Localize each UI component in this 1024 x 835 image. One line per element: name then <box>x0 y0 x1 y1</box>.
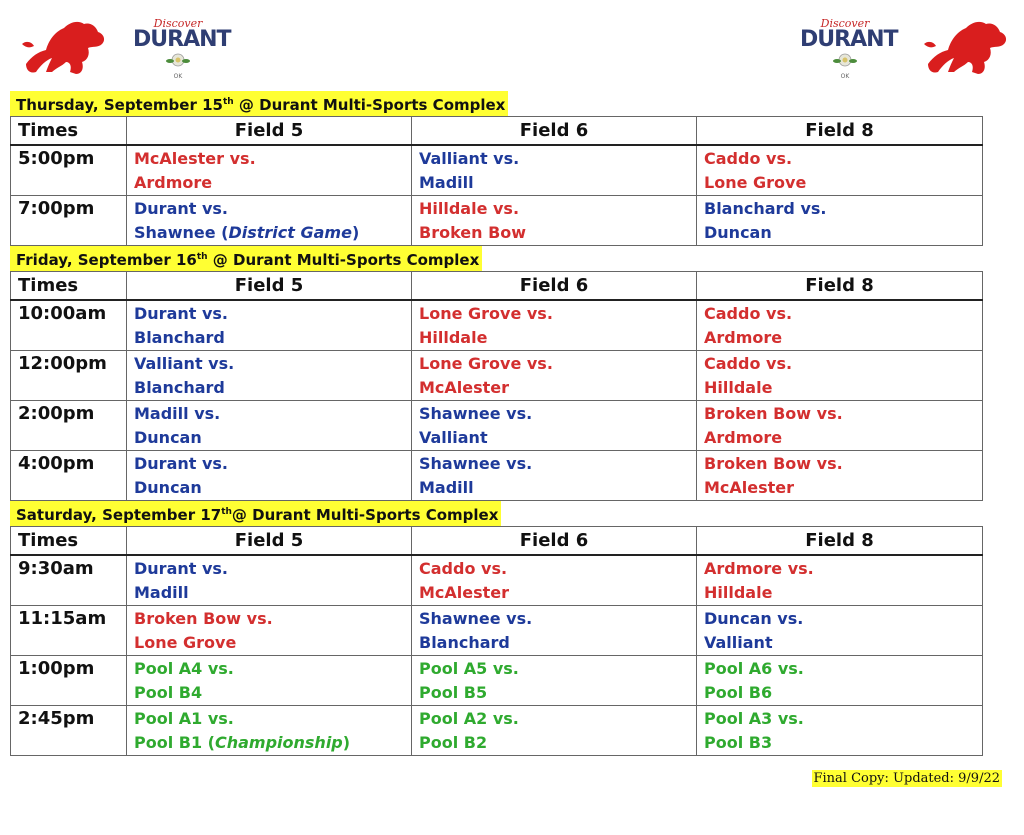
table-header-row <box>11 272 983 301</box>
game-cell <box>697 351 983 401</box>
matchup-team2: McAlester <box>419 583 510 602</box>
schedule-section <box>10 501 982 756</box>
game-time: 2:45pm <box>11 706 127 756</box>
matchup-team2-line <box>704 476 975 500</box>
matchup-team2: Hilldale <box>419 328 488 347</box>
matchup-team2-line <box>704 581 975 605</box>
matchup-team2-line <box>419 476 689 500</box>
matchup-team2: Blanchard <box>419 633 510 652</box>
table-header-row <box>11 117 983 146</box>
game-cell <box>412 451 697 501</box>
durant-logo-right <box>800 17 898 81</box>
logo-discover-text: Discover <box>820 17 870 30</box>
column-header-times: Times <box>11 527 127 556</box>
matchup-team1: McAlester vs. <box>134 149 256 168</box>
magnolia-flower-icon <box>165 51 191 69</box>
game-time: 2:00pm <box>11 401 127 451</box>
matchup-team1: Hilldale vs. <box>419 199 520 218</box>
matchup-team2-line <box>704 326 975 350</box>
logo-state-text: OK <box>173 73 183 80</box>
matchup-team2: Shawnee ( <box>134 223 229 242</box>
section-title-suffix: th <box>222 97 234 107</box>
matchup-team2: Madill <box>134 583 189 602</box>
matchup-team2: Pool B6 <box>704 683 773 702</box>
column-header-field: Field 8 <box>697 272 983 301</box>
column-header-field: Field 8 <box>697 527 983 556</box>
table-row <box>11 145 983 196</box>
matchup-team2-line <box>704 681 975 705</box>
matchup-team2-line <box>134 681 404 705</box>
matchup-team2-line <box>134 426 404 450</box>
matchup-team1: Pool A6 vs. <box>704 659 804 678</box>
matchup-team2-line <box>419 581 689 605</box>
footer-updated-note: Final Copy: Updated: 9/9/22 <box>813 771 1000 786</box>
matchup-team1: Valliant vs. <box>419 149 520 168</box>
game-cell <box>127 606 412 656</box>
matchup-team2-line <box>134 731 404 755</box>
matchup-team1: Broken Bow vs. <box>704 454 843 473</box>
game-note: District Game <box>228 223 352 242</box>
matchup-team1: Caddo vs. <box>704 354 793 373</box>
matchup-team2: Madill <box>419 173 474 192</box>
matchup-team2-line <box>419 426 689 450</box>
matchup-team2: McAlester <box>704 478 795 497</box>
schedule-table <box>10 116 983 246</box>
game-cell <box>127 656 412 706</box>
matchup-team1: Ardmore vs. <box>704 559 814 578</box>
matchup-team2-line <box>419 376 689 400</box>
matchup-team1: Pool A1 vs. <box>134 709 234 728</box>
game-cell <box>697 656 983 706</box>
matchup-team1: Pool A2 vs. <box>419 709 519 728</box>
game-time: 9:30am <box>11 555 127 606</box>
matchup-team1: Blanchard vs. <box>704 199 827 218</box>
matchup-team2-line <box>419 221 689 245</box>
matchup-team2: Lone Grove <box>704 173 807 192</box>
matchup-team2-line <box>419 731 689 755</box>
matchup-team2: Valliant <box>704 633 773 652</box>
matchup-team2: Lone Grove <box>134 633 237 652</box>
game-time: 1:00pm <box>11 656 127 706</box>
matchup-team2: Blanchard <box>134 328 225 347</box>
schedule-table <box>10 526 983 756</box>
matchup-team2-line <box>704 426 975 450</box>
matchup-team2: Pool B3 <box>704 733 773 752</box>
game-cell <box>697 451 983 501</box>
column-header-field: Field 6 <box>412 272 697 301</box>
matchup-team2: Duncan <box>134 478 202 497</box>
logo-state-text: OK <box>840 73 850 80</box>
matchup-team2: Pool B1 ( <box>134 733 215 752</box>
matchup-team2-line <box>704 631 975 655</box>
matchup-team2-line <box>704 376 975 400</box>
game-time: 4:00pm <box>11 451 127 501</box>
game-cell <box>412 706 697 756</box>
game-cell <box>412 656 697 706</box>
table-row <box>11 555 983 606</box>
matchup-team2-line <box>134 581 404 605</box>
game-time: 5:00pm <box>11 145 127 196</box>
section-title-suffix: th <box>221 507 232 517</box>
game-cell <box>127 555 412 606</box>
matchup-team1: Shawnee vs. <box>419 404 533 423</box>
table-header-row <box>11 527 983 556</box>
column-header-times: Times <box>11 117 127 146</box>
game-cell <box>412 196 697 246</box>
matchup-team2-line <box>419 681 689 705</box>
matchup-team2-line <box>419 326 689 350</box>
game-cell <box>127 451 412 501</box>
game-note: Championship <box>214 733 343 752</box>
game-cell <box>697 706 983 756</box>
game-time: 12:00pm <box>11 351 127 401</box>
matchup-team2: Valliant <box>419 428 488 447</box>
game-note-close: ) <box>342 733 351 752</box>
game-cell <box>127 196 412 246</box>
section-title-venue: @ Durant Multi-Sports Complex <box>231 506 499 524</box>
game-cell <box>697 300 983 351</box>
matchup-team2-line <box>134 476 404 500</box>
column-header-times: Times <box>11 272 127 301</box>
matchup-team1: Durant vs. <box>134 454 228 473</box>
game-cell <box>127 145 412 196</box>
matchup-team2: Pool B2 <box>419 733 488 752</box>
matchup-team2-line <box>134 631 404 655</box>
game-cell <box>697 145 983 196</box>
game-cell <box>412 351 697 401</box>
game-cell <box>697 401 983 451</box>
game-cell <box>412 555 697 606</box>
table-row <box>11 451 983 501</box>
section-title-date: Saturday, September 17 <box>16 506 222 524</box>
game-cell <box>127 706 412 756</box>
matchup-team2-line <box>419 171 689 195</box>
matchup-team1: Duncan vs. <box>704 609 804 628</box>
section-title-venue: @ Durant Multi-Sports Complex <box>207 251 480 269</box>
matchup-team2: Blanchard <box>134 378 225 397</box>
matchup-team2: Ardmore <box>134 173 213 192</box>
game-cell <box>127 351 412 401</box>
table-row <box>11 196 983 246</box>
column-header-field: Field 6 <box>412 527 697 556</box>
game-time: 11:15am <box>11 606 127 656</box>
logo-discover-text: Discover <box>153 17 203 30</box>
section-title-venue: @ Durant Multi-Sports Complex <box>233 96 506 114</box>
matchup-team1: Durant vs. <box>134 559 228 578</box>
matchup-team2: Pool B4 <box>134 683 203 702</box>
section-title-suffix: th <box>196 252 208 262</box>
schedule-table <box>10 271 983 501</box>
game-cell <box>412 145 697 196</box>
matchup-team2: Hilldale <box>704 583 773 602</box>
matchup-team1: Caddo vs. <box>704 149 793 168</box>
table-row <box>11 606 983 656</box>
logo-name-text: DURANT <box>133 27 231 52</box>
section-title-date: Friday, September 16 <box>16 251 197 269</box>
game-cell <box>127 300 412 351</box>
matchup-team2-line <box>419 631 689 655</box>
durant-logo <box>133 17 231 81</box>
matchup-team2-line <box>134 376 404 400</box>
schedule-section <box>10 246 982 501</box>
game-cell <box>697 606 983 656</box>
game-time: 7:00pm <box>11 196 127 246</box>
column-header-field: Field 5 <box>127 117 412 146</box>
table-row <box>11 656 983 706</box>
matchup-team1: Caddo vs. <box>419 559 508 578</box>
matchup-team2: Broken Bow <box>419 223 527 242</box>
matchup-team2: Pool B5 <box>419 683 488 702</box>
game-cell <box>412 300 697 351</box>
matchup-team1: Broken Bow vs. <box>134 609 273 628</box>
matchup-team2: Hilldale <box>704 378 773 397</box>
game-cell <box>412 606 697 656</box>
matchup-team1: Madill vs. <box>134 404 221 423</box>
matchup-team1: Pool A5 vs. <box>419 659 519 678</box>
matchup-team1: Lone Grove vs. <box>419 304 553 323</box>
column-header-field: Field 6 <box>412 117 697 146</box>
matchup-team2: McAlester <box>419 378 510 397</box>
section-title <box>10 246 482 271</box>
game-cell <box>697 196 983 246</box>
matchup-team2-line <box>134 171 404 195</box>
table-row <box>11 401 983 451</box>
column-header-field: Field 5 <box>127 527 412 556</box>
matchup-team2: Madill <box>419 478 474 497</box>
game-cell <box>127 401 412 451</box>
game-note-close: ) <box>351 223 360 242</box>
magnolia-flower-icon <box>832 51 858 69</box>
matchup-team2: Duncan <box>704 223 772 242</box>
column-header-field: Field 5 <box>127 272 412 301</box>
matchup-team1: Durant vs. <box>134 199 228 218</box>
section-title-date: Thursday, September 15 <box>16 96 223 114</box>
table-row <box>11 706 983 756</box>
matchup-team1: Pool A4 vs. <box>134 659 234 678</box>
matchup-team1: Shawnee vs. <box>419 454 533 473</box>
matchup-team1: Pool A3 vs. <box>704 709 804 728</box>
game-cell <box>412 401 697 451</box>
lion-mascot-icon-right <box>920 14 1010 79</box>
matchup-team2-line <box>134 221 404 245</box>
logo-name-text: DURANT <box>800 27 898 52</box>
game-time: 10:00am <box>11 300 127 351</box>
matchup-team2-line <box>704 221 975 245</box>
matchup-team1: Lone Grove vs. <box>419 354 553 373</box>
matchup-team2-line <box>134 326 404 350</box>
table-row <box>11 351 983 401</box>
matchup-team2: Duncan <box>134 428 202 447</box>
schedule-section <box>10 91 982 246</box>
matchup-team1: Caddo vs. <box>704 304 793 323</box>
matchup-team1: Durant vs. <box>134 304 228 323</box>
matchup-team1: Valliant vs. <box>134 354 235 373</box>
matchup-team1: Shawnee vs. <box>419 609 533 628</box>
matchup-team2-line <box>704 171 975 195</box>
column-header-field: Field 8 <box>697 117 983 146</box>
matchup-team2: Ardmore <box>704 328 783 347</box>
game-cell <box>697 555 983 606</box>
matchup-team2: Ardmore <box>704 428 783 447</box>
matchup-team1: Broken Bow vs. <box>704 404 843 423</box>
matchup-team2-line <box>704 731 975 755</box>
lion-mascot-icon <box>18 14 108 79</box>
table-row <box>11 300 983 351</box>
section-title <box>10 501 501 526</box>
section-title <box>10 91 508 116</box>
